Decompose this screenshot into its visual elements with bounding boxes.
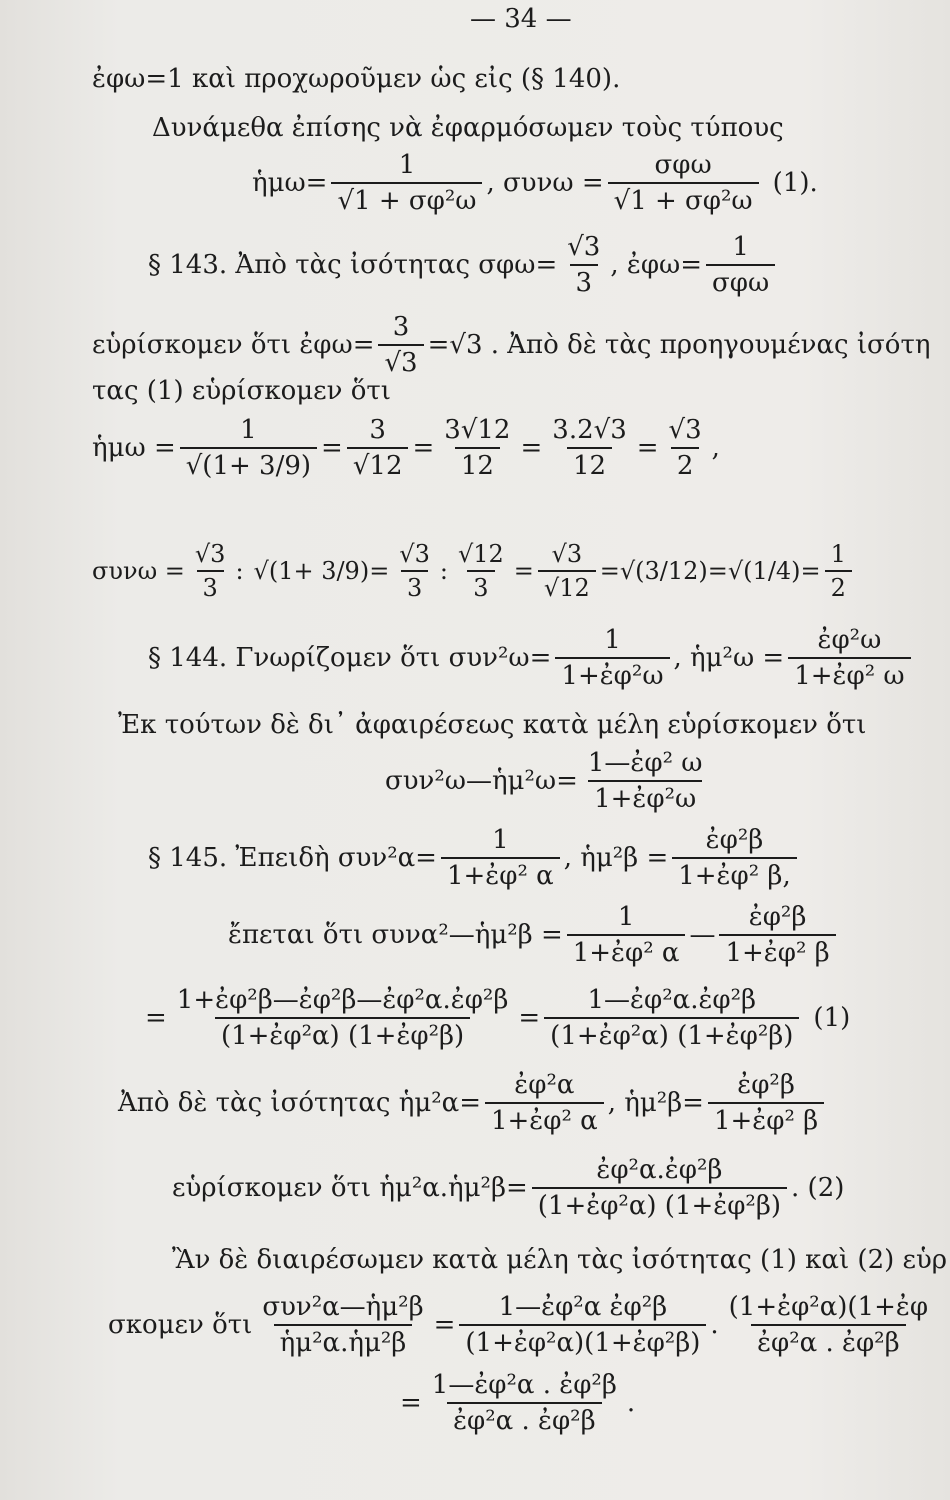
- formula-equation-1: = $\frac{\text{1+ἐφ²β—ἐφ²β—ἐφ²α.ἐφ²β}}{\text{(1+ἐφ²α) (1+ἐφ²β)}}$ = $\frac{\text{1—ἐφ²α.ἐφ²β}}{\text{(1+ἐφ²α) (1+ἐφ²β)}}$ (1): [145, 985, 851, 1051]
- section-144: § 144. Γνωρίζομεν ὅτι συν²ω= $\frac{1}{\text{1+ἐφ²ω}}$ , ἡμ²ω = $\frac{\text{ἐφ²ω}}{\text{1+ἐφ² ω}}$: [148, 625, 915, 691]
- fraction: $\frac{3}{√12}$: [347, 415, 409, 481]
- fraction: $\frac{\text{σφω}}{\text{√1 + σφ²ω}}$: [608, 150, 759, 216]
- fraction: $\frac{√3}{√12}$: [538, 540, 596, 602]
- fraction: $\frac{3.2√3}{12}$: [552, 415, 627, 481]
- fraction: $\frac{√3}{3}$: [194, 540, 226, 602]
- fraction: $\frac{\text{1—ἐφ² ω}}{\text{1+ἐφ²ω}}$: [587, 748, 703, 814]
- section-143: § 143. Ἀπὸ τὰς ἰσότητας σφω= $\frac{√3}{3}$ , ἐφω= $\frac{1}{\text{σφω}}$: [148, 232, 779, 298]
- formula-cos-chain: συνω = $\frac{√3}{3}$ : √(1+ 3/9) = $\frac{√3}{3}$ : $\frac{√12}{3}$ = $\frac{√3}{√12}$ = √(3/12) = √(1/4) = $\frac{1}{2}$: [92, 540, 856, 602]
- formula-equation-2: εὑρίσκομεν ὅτι ἡμ²α.ἡμ²β= $\frac{\text{ἐφ²α.ἐφ²β}}{\text{(1+ἐφ²α) (1+ἐφ²β)}}$ . (2): [172, 1155, 845, 1221]
- fraction: $\frac{\text{(1+ἐφ²α)(1+ἐφ}}{\text{ἐφ²α . ἐφ²β}}$: [728, 1292, 929, 1358]
- formula-sin2a-sin2b: Ἀπὸ δὲ τὰς ἰσότητας ἡμ²α= $\frac{\text{ἐφ²α}}{\text{1+ἐφ² α}}$ , ἡμ²β= $\frac{\text{ἐφ²β}}{\text{1+ἐφ² β}}$: [118, 1070, 828, 1136]
- formula-cos2a-minus-sin2b: ἔπεται ὅτι συνα²—ἡμ²β = $\frac{1}{\text{1+ἐφ² α}}$ — $\frac{\text{ἐφ²β}}{\text{1+ἐφ² β}}$: [228, 902, 840, 968]
- formula-ratio: σκομεν ὅτι $\frac{\text{συν²α—ἡμ²β}}{\text{ἡμ²α.ἡμ²β}}$ = $\frac{\text{1—ἐφ²α ἐφ²β}}{\text{(1+ἐφ²α)(1+ἐφ²β)}}$ . $\frac{\text{(1+ἐφ²α)(1+ἐφ}}{\text{ἐφ²α . ἐφ²β}}$: [108, 1292, 938, 1358]
- fraction: $\frac{3}{√3}$: [378, 312, 423, 378]
- text-line-5: εὑρίσκομεν ὅτι ἐφω= $\frac{3}{√3}$ =√3 . Ἀπὸ δὲ τὰς προηγουμένας ἰσότη: [92, 312, 931, 378]
- fraction: $\frac{√3}{2}$: [668, 415, 702, 481]
- fraction: $\frac{\text{1—ἐφ²α ἐφ²β}}{\text{(1+ἐφ²α)(1+ἐφ²β)}}$: [459, 1292, 706, 1358]
- fraction: $\frac{\text{1—ἐφ²α . ἐφ²β}}{\text{ἐφ²α . ἐφ²β}}$: [431, 1370, 617, 1436]
- fraction: $\frac{\text{συν²α—ἡμ²β}}{\text{ἡμ²α.ἡμ²β}}$: [262, 1292, 424, 1358]
- page-number: — 34 —: [470, 4, 572, 34]
- text-line-10: Ἐκ τούτων δὲ δι᾽ ἀφαιρέσεως κατὰ μέλη εὑρίσκομεν ὅτι: [118, 710, 867, 740]
- fraction: $\frac{\text{1+ἐφ²β—ἐφ²β—ἐφ²α.ἐφ²β}}{\text{(1+ἐφ²α) (1+ἐφ²β)}}$: [176, 985, 509, 1051]
- section-145: § 145. Ἐπειδὴ συν²α= $\frac{1}{\text{1+ἐφ² α}}$ , ἡμ²β = $\frac{\text{ἐφ²β}}{\text{1+ἐφ² β,}}$: [148, 825, 801, 891]
- fraction: $\frac{\text{ἐφ²α}}{\text{1+ἐφ² α}}$: [485, 1070, 604, 1136]
- fraction: $\frac{1}{\text{1+ἐφ² α}}$: [567, 902, 686, 968]
- formula-cos2-minus-sin2: συν²ω—ἡμ²ω= $\frac{\text{1—ἐφ² ω}}{\text{1+ἐφ²ω}}$: [385, 748, 712, 814]
- fraction: $\frac{1}{\text{1+ἐφ² α}}$: [441, 825, 560, 891]
- fraction: $\frac{√12}{3}$: [457, 540, 504, 602]
- text-line-6: τας (1) εὑρίσκομεν ὅτι: [92, 376, 391, 406]
- text-line-1: ἐφω=1 καὶ προχωροῦμεν ὡς εἰς (§ 140).: [92, 64, 621, 94]
- formula-sin-chain: ἡμω = $\frac{1}{√(1+ 3/9)}$ = $\frac{3}{√12}$ = $\frac{3√12}{12}$ = $\frac{3.2√3}{12}$ = $\frac{√3}{2}$ ,: [92, 415, 720, 481]
- text-line-2: Δυνάμεθα ἐπίσης νὰ ἐφαρμόσωμεν τοὺς τύπους: [152, 113, 784, 143]
- formula-sin-cos: ἡμω= $\frac{1}{\text{√1 + σφ²ω}}$ , συνω = $\frac{\text{σφω}}{\text{√1 + σφ²ω}}$ (1).: [252, 150, 818, 216]
- fraction: $\frac{1}{√(1+ 3/9)}$: [180, 415, 317, 481]
- formula-ratio-result: = $\frac{\text{1—ἐφ²α . ἐφ²β}}{\text{ἐφ²α . ἐφ²β}}$ .: [400, 1370, 636, 1436]
- fraction: $\frac{\text{ἐφ²β}}{\text{1+ἐφ² β,}}$: [672, 825, 796, 891]
- text-line-17: Ἂν δὲ διαιρέσωμεν κατὰ μέλη τὰς ἰσότητας (1) καὶ (2) εὑρ: [172, 1245, 948, 1275]
- fraction: $\frac{\text{ἐφ²α.ἐφ²β}}{\text{(1+ἐφ²α) (1+ἐφ²β)}}$: [532, 1155, 787, 1221]
- fraction: $\frac{\text{1—ἐφ²α.ἐφ²β}}{\text{(1+ἐφ²α) (1+ἐφ²β)}}$: [544, 985, 799, 1051]
- fraction: $\frac{\text{ἐφ²β}}{\text{1+ἐφ² β}}$: [719, 902, 835, 968]
- fraction: $\frac{1}{\text{σφω}}$: [706, 232, 775, 298]
- fraction: $\frac{\text{ἐφ²ω}}{\text{1+ἐφ² ω}}$: [788, 625, 910, 691]
- fraction: $\frac{\text{ἐφ²β}}{\text{1+ἐφ² β}}$: [708, 1070, 824, 1136]
- fraction: $\frac{1}{\text{√1 + σφ²ω}}$: [331, 150, 482, 216]
- fraction: $\frac{√3}{3}$: [567, 232, 601, 298]
- fraction: $\frac{1}{2}$: [825, 540, 852, 602]
- fraction: $\frac{3√12}{12}$: [444, 415, 511, 481]
- fraction: $\frac{√3}{3}$: [399, 540, 430, 602]
- fraction: $\frac{1}{\text{1+ἐφ²ω}}$: [555, 625, 669, 691]
